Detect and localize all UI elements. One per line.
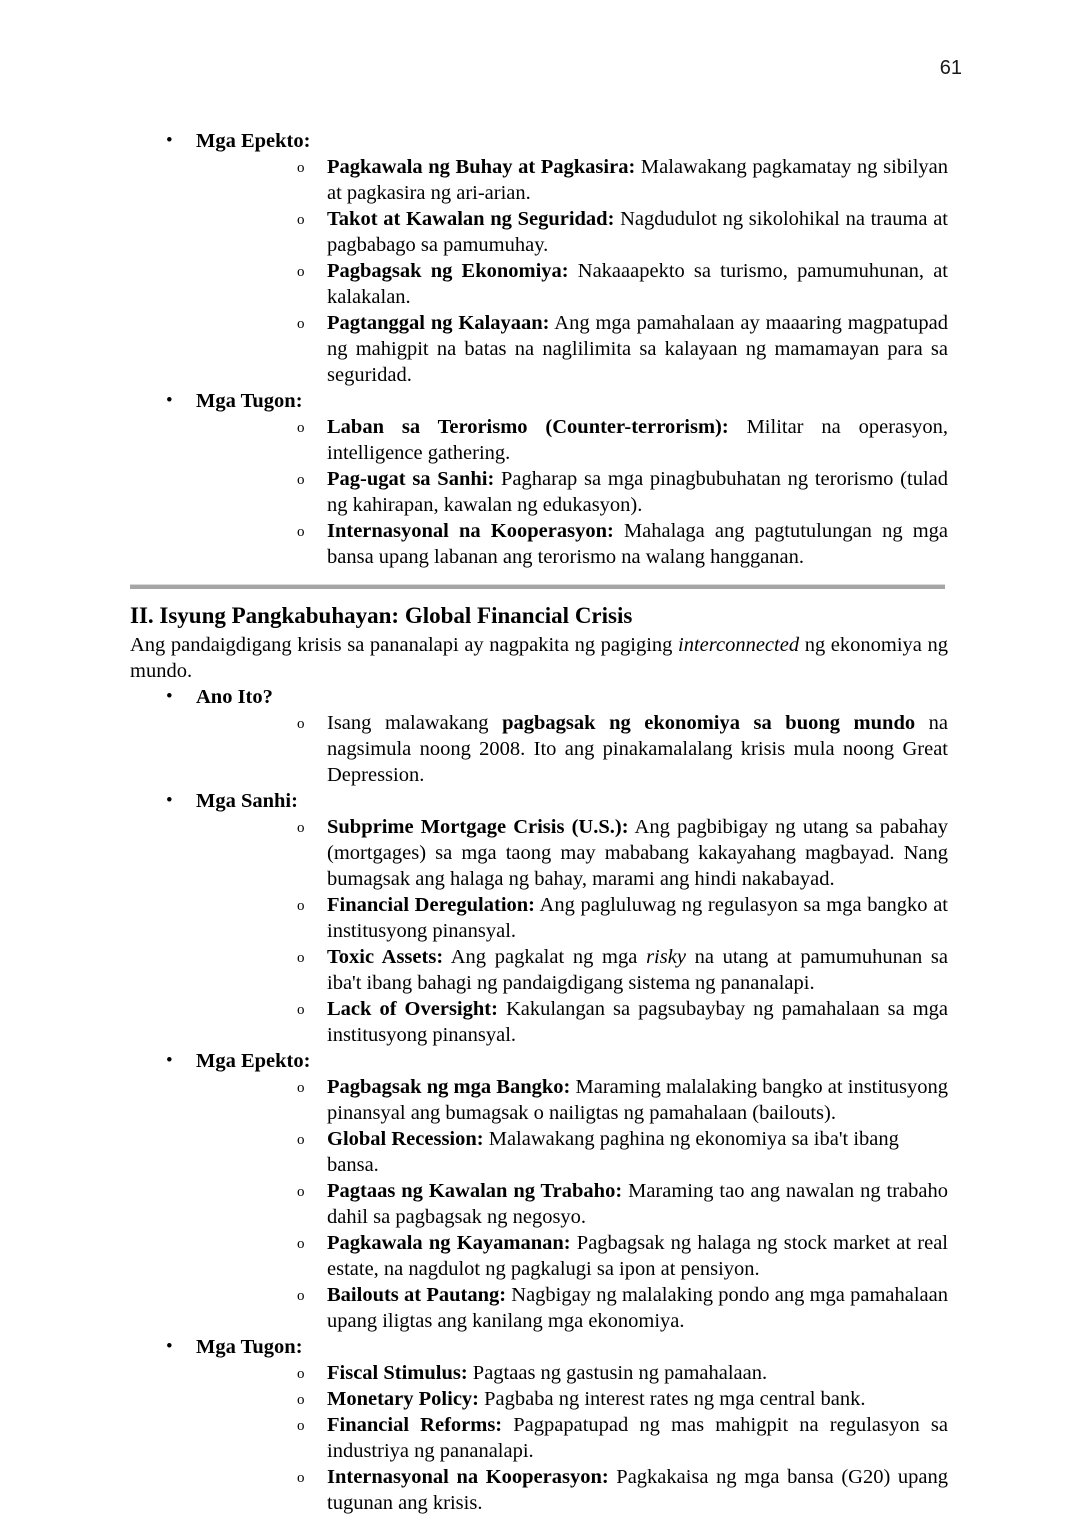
list-item (130, 128, 948, 388)
term-label: Takot at Kawalan ng Seguridad: (327, 208, 615, 230)
list-item-label: Mga Sanhi: (196, 790, 298, 812)
sub-list-item (196, 1178, 948, 1230)
term-label: Pagtaas ng Kawalan ng Trabaho: (327, 1180, 623, 1202)
bullet-circle-icon: o (297, 316, 305, 332)
section-divider (130, 584, 945, 589)
bullet-circle-icon: o (297, 1392, 305, 1408)
sub-list-item-text: Pag-ugat sa Sanhi: Pagharap sa mga pinagbubuhatan ng terorismo (tulad ng kahirapan, kawalan ng edukasyon). (327, 468, 948, 516)
content-blocks (130, 128, 948, 1516)
sub-list-item (196, 892, 948, 944)
bullet-dot-icon: • (166, 390, 173, 411)
sub-list-item-text: Subprime Mortgage Crisis (U.S.): Ang pagbibigay ng utang sa pabahay (mortgages) sa mga taong may mababang kakayahang magbayad. Nang bumagsak ang halaga ng bahay, marami ang hindi nakabayad. (327, 816, 948, 890)
list-item-label: Mga Tugon: (196, 390, 303, 412)
sub-bullet-list (196, 414, 948, 570)
term-label: Financial Reforms: (327, 1414, 503, 1436)
sub-list-item-text: Pagtaas ng Kawalan ng Trabaho: Maraming tao ang nawalan ng trabaho dahil sa pagbagsak ng negosyo. (327, 1180, 948, 1228)
term-label: Pagbagsak ng mga Bangko: (327, 1076, 571, 1098)
sub-list-item-text: Isang malawakang pagbagsak ng ekonomiya sa buong mundo na nagsimula noong 2008. Ito ang pinakamalalang krisis mula noong Great Depression. (327, 712, 948, 786)
term-label: Fiscal Stimulus: (327, 1362, 468, 1384)
sub-bullet-list (196, 154, 948, 388)
bullet-list (130, 128, 948, 388)
bullet-circle-icon: o (297, 950, 305, 966)
bullet-circle-icon: o (297, 1002, 305, 1018)
list-item-label: Ano Ito? (196, 686, 273, 708)
list-item (130, 388, 948, 570)
bullet-dot-icon: • (166, 1336, 173, 1357)
bullet-circle-icon: o (297, 898, 305, 914)
sub-list-item (196, 206, 948, 258)
bullet-circle-icon: o (297, 472, 305, 488)
sub-list-item-text: Fiscal Stimulus: Pagtaas ng gastusin ng pamahalaan. (327, 1362, 768, 1384)
term-label: Internasyonal na Kooperasyon: (327, 520, 614, 542)
sub-list-item-text: Pagbagsak ng Ekonomiya: Nakaaapekto sa turismo, pamumuhunan, at kalakalan. (327, 260, 948, 308)
list-item (130, 684, 948, 788)
term-label: Internasyonal na Kooperasyon: (327, 1466, 609, 1488)
sub-list-item-text: Takot at Kawalan ng Seguridad: Nagdudulot ng sikolohikal na trauma at pagbabago sa pamumuhay. (327, 208, 948, 256)
bullet-dot-icon: • (166, 686, 173, 707)
bullet-circle-icon: o (297, 1418, 305, 1434)
bullet-circle-icon: o (297, 1132, 305, 1148)
bullet-list (130, 788, 948, 1048)
sub-list-item (196, 466, 948, 518)
sub-list-item-text: Lack of Oversight: Kakulangan sa pagsubaybay ng pamahalaan sa mga institusyong pinansyal. (327, 998, 948, 1046)
list-item (130, 788, 948, 1048)
sub-list-item-text: Monetary Policy: Pagbaba ng interest rates ng mga central bank. (327, 1388, 866, 1410)
sub-bullet-list (196, 1074, 948, 1334)
sub-list-item (196, 258, 948, 310)
sub-list-item-text: Laban sa Terorismo (Counter-terrorism): Militar na operasyon, intelligence gathering. (327, 416, 948, 464)
term-label: Subprime Mortgage Crisis (U.S.): (327, 816, 629, 838)
term-label: pagbagsak ng ekonomiya sa buong mundo (502, 712, 916, 734)
section-heading: II. Isyung Pangkabuhayan: Global Financial Crisis (130, 603, 633, 628)
sub-list-item (196, 1386, 948, 1412)
bullet-circle-icon: o (297, 420, 305, 436)
italic-term: interconnected (678, 634, 800, 656)
list-item-label: Mga Epekto: (196, 130, 311, 152)
term-label: Financial Deregulation: (327, 894, 535, 916)
sub-list-item (196, 1230, 948, 1282)
italic-term: risky (646, 946, 686, 968)
bullet-dot-icon: • (166, 790, 173, 811)
sub-list-item-text: Financial Reforms: Pagpapatupad ng mas mahigpit na regulasyon sa industriya ng pananalapi. (327, 1414, 948, 1462)
bullet-circle-icon: o (297, 160, 305, 176)
sub-list-item-text: Bailouts at Pautang: Nagbigay ng malalaking pondo ang mga pamahalaan upang iligtas ang kanilang mga ekonomiya. (327, 1284, 948, 1332)
bullet-circle-icon: o (297, 212, 305, 228)
term-label: Global Recession: (327, 1128, 484, 1150)
sub-list-item-text: Pagbagsak ng mga Bangko: Maraming malalaking bangko at institusyong pinansyal ang bumagsak o nailigtas ng pamahalaan (bailouts). (327, 1076, 948, 1124)
bullet-circle-icon: o (297, 1288, 305, 1304)
bullet-circle-icon: o (297, 1236, 305, 1252)
document-body (130, 128, 948, 1516)
term-label: Monetary Policy: (327, 1388, 479, 1410)
sub-list-item-text: Financial Deregulation: Ang pagluluwag ng regulasyon sa mga bangko at institusyong pinansyal. (327, 894, 949, 942)
sub-list-item-text: Toxic Assets: Ang pagkalat ng mga risky na utang at pamumuhunan sa iba't ibang bahagi ng pandaigdigang sistema ng pananalapi. (327, 946, 949, 994)
bullet-circle-icon: o (297, 1470, 305, 1486)
page-number: 61 (939, 57, 962, 79)
sub-list-item (196, 996, 948, 1048)
bullet-list (130, 684, 948, 788)
term-label: Lack of Oversight: (327, 998, 498, 1020)
sub-list-item (196, 1074, 948, 1126)
bullet-circle-icon: o (297, 1366, 305, 1382)
list-item (130, 1048, 948, 1334)
bullet-dot-icon: • (166, 130, 173, 151)
term-label: Pagkawala ng Kayamanan: (327, 1232, 571, 1254)
bullet-circle-icon: o (297, 1184, 305, 1200)
bullet-list (130, 388, 948, 570)
list-item-label: Mga Epekto: (196, 1050, 311, 1072)
list-item (130, 1334, 948, 1516)
sub-list-item (196, 710, 948, 788)
sub-bullet-list (196, 710, 948, 788)
section-intro-paragraph: Ang pandaigdigang krisis sa pananalapi ay nagpakita ng pagiging interconnected ng ekonomiya ng mundo. (130, 634, 949, 682)
sub-list-item (196, 1360, 948, 1386)
sub-list-item-text: Pagkawala ng Kayamanan: Pagbagsak ng halaga ng stock market at real estate, na nagdulot ng pagkalugi sa ipon at pensiyon. (327, 1232, 948, 1280)
sub-list-item-text: Global Recession: Malawakang paghina ng ekonomiya sa iba't ibang bansa. (327, 1128, 899, 1176)
term-label: Pagbagsak ng Ekonomiya: (327, 260, 569, 282)
sub-list-item (196, 1282, 948, 1334)
sub-bullet-list (196, 1360, 948, 1516)
sub-list-item (196, 154, 948, 206)
term-label: Bailouts at Pautang: (327, 1284, 507, 1306)
term-label: Pagkawala ng Buhay at Pagkasira: (327, 156, 636, 178)
bullet-circle-icon: o (297, 264, 305, 280)
bullet-dot-icon: • (166, 1050, 173, 1071)
bullet-list (130, 1334, 948, 1516)
bullet-list (130, 1048, 948, 1334)
sub-list-item (196, 518, 948, 570)
bullet-circle-icon: o (297, 524, 305, 540)
sub-list-item (196, 1126, 948, 1178)
sub-list-item-text: Internasyonal na Kooperasyon: Pagkakaisa ng mga bansa (G20) upang tugunan ang krisis. (327, 1466, 949, 1514)
sub-list-item (196, 1412, 948, 1464)
bullet-circle-icon: o (297, 1080, 305, 1096)
sub-list-item (196, 1464, 948, 1516)
list-item-label: Mga Tugon: (196, 1336, 303, 1358)
term-label: Pag-ugat sa Sanhi: (327, 468, 495, 490)
term-label: Laban sa Terorismo (Counter-terrorism): (327, 416, 729, 438)
sub-list-item-text: Pagkawala ng Buhay at Pagkasira: Malawakang pagkamatay ng sibilyan at pagkasira ng ari-arian. (327, 156, 949, 204)
sub-list-item (196, 944, 948, 996)
sub-list-item-text: Internasyonal na Kooperasyon: Mahalaga ang pagtutulungan ng mga bansa upang labanan ang terorismo na walang hangganan. (327, 520, 949, 568)
sub-bullet-list (196, 814, 948, 1048)
term-label: Pagtanggal ng Kalayaan: (327, 312, 550, 334)
sub-list-item (196, 414, 948, 466)
sub-list-item (196, 310, 948, 388)
bullet-circle-icon: o (297, 820, 305, 836)
bullet-circle-icon: o (297, 716, 305, 732)
term-label: Toxic Assets: (327, 946, 444, 968)
sub-list-item-text: Pagtanggal ng Kalayaan: Ang mga pamahalaan ay maaaring magpatupad ng mahigpit na batas na naglilimita sa kalayaan ng mamamayan para sa seguridad. (327, 312, 948, 386)
sub-list-item (196, 814, 948, 892)
